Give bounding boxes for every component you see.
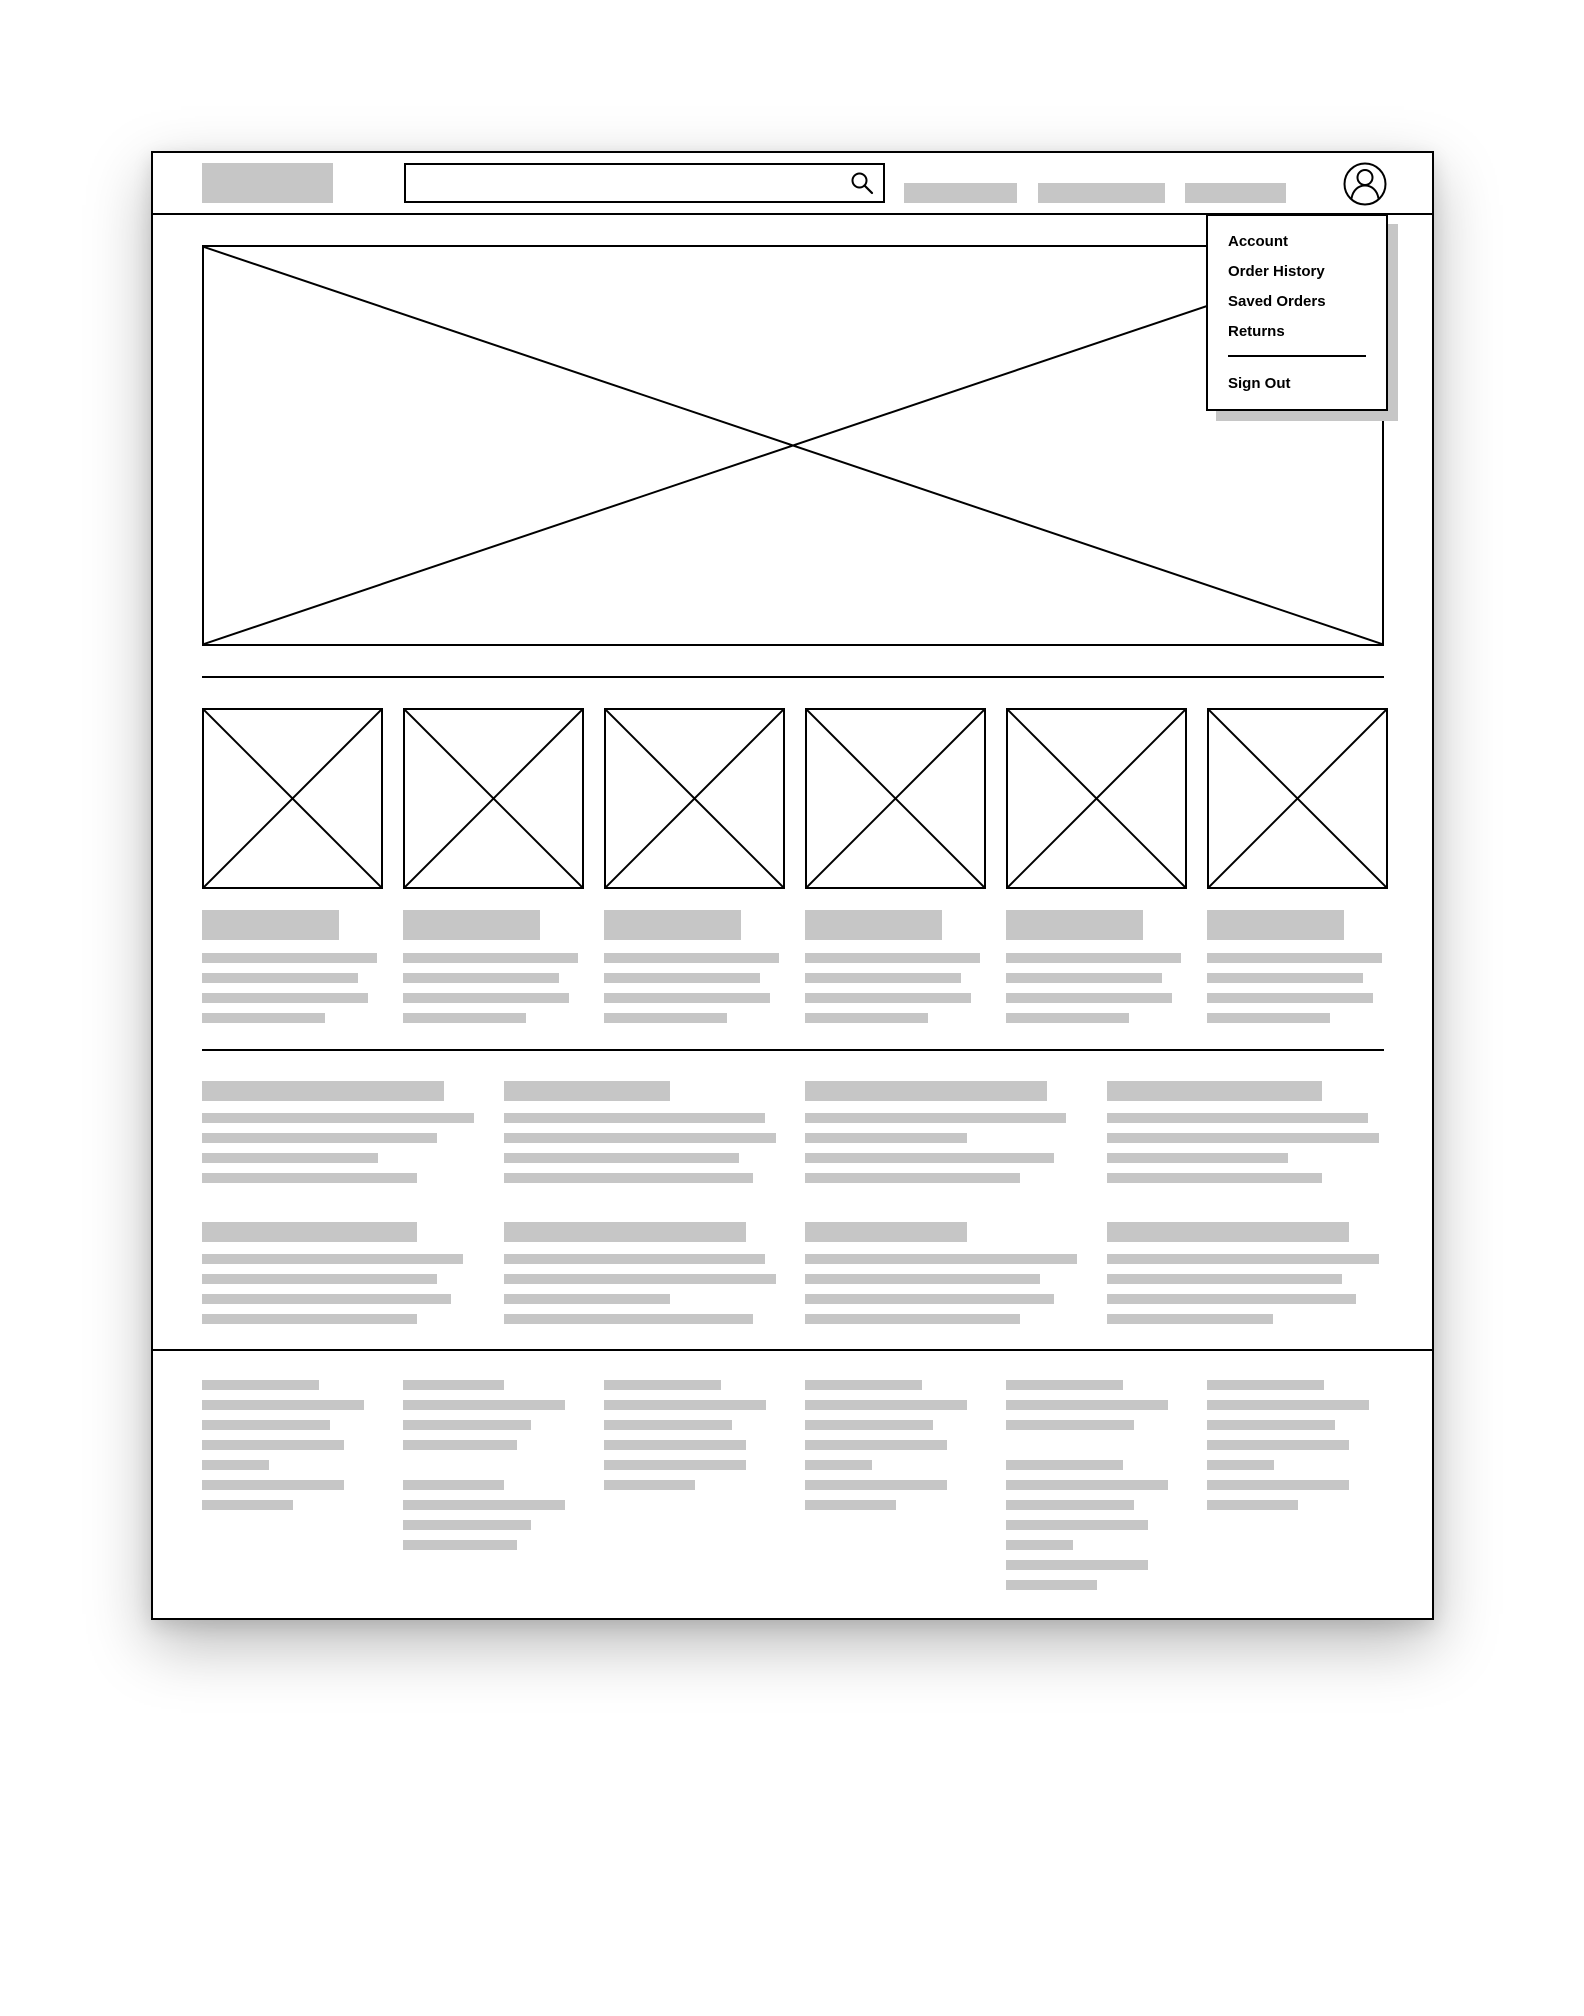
text-line-placeholder <box>1207 973 1363 983</box>
image-placeholder-icon <box>1008 710 1185 887</box>
footer-link-placeholder[interactable] <box>1207 1420 1335 1430</box>
footer-link-placeholder[interactable] <box>1006 1560 1148 1570</box>
product-image-placeholder[interactable] <box>202 708 383 889</box>
footer-link-placeholder[interactable] <box>604 1400 766 1410</box>
menu-item-order-history[interactable]: Order History <box>1228 263 1325 280</box>
text-line-placeholder <box>604 973 760 983</box>
text-line-placeholder <box>504 1254 765 1264</box>
footer-link-placeholder[interactable] <box>202 1500 293 1510</box>
product-title-placeholder[interactable] <box>604 910 741 940</box>
image-placeholder-icon <box>606 710 783 887</box>
text-line-placeholder <box>1006 993 1172 1003</box>
footer-link-placeholder[interactable] <box>403 1520 531 1530</box>
text-line-placeholder <box>403 993 569 1003</box>
content-heading-placeholder[interactable] <box>202 1081 444 1101</box>
footer-link-placeholder[interactable] <box>1006 1540 1073 1550</box>
footer-link-placeholder[interactable] <box>202 1460 269 1470</box>
footer-link-placeholder[interactable] <box>403 1480 504 1490</box>
content-heading-placeholder[interactable] <box>1107 1222 1349 1242</box>
section-divider <box>202 676 1384 678</box>
footer-link-placeholder[interactable] <box>1006 1400 1168 1410</box>
footer-link-placeholder[interactable] <box>805 1460 872 1470</box>
product-title-placeholder[interactable] <box>403 910 540 940</box>
footer-link-placeholder[interactable] <box>403 1400 565 1410</box>
menu-item-returns[interactable]: Returns <box>1228 323 1285 340</box>
search-input[interactable] <box>404 163 885 203</box>
footer-link-placeholder[interactable] <box>1006 1580 1097 1590</box>
text-line-placeholder <box>504 1133 776 1143</box>
footer-link-placeholder[interactable] <box>403 1500 565 1510</box>
footer-link-placeholder[interactable] <box>1006 1380 1123 1390</box>
text-line-placeholder <box>1107 1173 1322 1183</box>
product-title-placeholder[interactable] <box>805 910 942 940</box>
footer-link-placeholder[interactable] <box>1207 1480 1349 1490</box>
text-line-placeholder <box>805 1274 1040 1284</box>
footer-link-placeholder[interactable] <box>805 1400 967 1410</box>
text-line-placeholder <box>1207 953 1382 963</box>
product-image-placeholder[interactable] <box>1207 708 1388 889</box>
text-line-placeholder <box>604 1013 727 1023</box>
text-line-placeholder <box>805 1153 1054 1163</box>
footer-link-placeholder[interactable] <box>604 1420 732 1430</box>
footer-link-placeholder[interactable] <box>604 1440 746 1450</box>
footer-link-placeholder[interactable] <box>1006 1500 1134 1510</box>
footer-link-placeholder[interactable] <box>403 1540 517 1550</box>
text-line-placeholder <box>202 1153 378 1163</box>
text-line-placeholder <box>1207 1013 1330 1023</box>
user-avatar-icon[interactable] <box>1343 162 1387 206</box>
text-line-placeholder <box>202 1133 437 1143</box>
footer-link-placeholder[interactable] <box>805 1440 947 1450</box>
text-line-placeholder <box>805 993 971 1003</box>
search-icon[interactable] <box>850 171 874 195</box>
footer-link-placeholder[interactable] <box>403 1380 504 1390</box>
text-line-placeholder <box>604 993 770 1003</box>
text-line-placeholder <box>202 1254 463 1264</box>
content-heading-placeholder[interactable] <box>805 1081 1047 1101</box>
text-line-placeholder <box>604 953 779 963</box>
text-line-placeholder <box>202 1173 417 1183</box>
text-line-placeholder <box>1107 1274 1342 1284</box>
menu-divider <box>1228 355 1366 357</box>
nav-link-3[interactable] <box>1185 183 1286 203</box>
text-line-placeholder <box>1107 1254 1379 1264</box>
text-line-placeholder <box>1207 993 1373 1003</box>
footer-link-placeholder[interactable] <box>202 1400 364 1410</box>
text-line-placeholder <box>805 1013 928 1023</box>
content-heading-placeholder[interactable] <box>805 1222 967 1242</box>
section-divider <box>202 1049 1384 1051</box>
text-line-placeholder <box>805 1314 1020 1324</box>
footer-link-placeholder[interactable] <box>202 1480 344 1490</box>
product-title-placeholder[interactable] <box>202 910 339 940</box>
footer-link-placeholder[interactable] <box>1006 1520 1148 1530</box>
text-line-placeholder <box>504 1153 739 1163</box>
text-line-placeholder <box>202 1314 417 1324</box>
footer-link-placeholder[interactable] <box>1207 1380 1324 1390</box>
footer-link-placeholder[interactable] <box>1006 1420 1134 1430</box>
footer-link-placeholder[interactable] <box>1006 1480 1168 1490</box>
text-line-placeholder <box>504 1314 753 1324</box>
footer-link-placeholder[interactable] <box>1207 1440 1349 1450</box>
menu-item-sign-out[interactable]: Sign Out <box>1228 375 1291 392</box>
image-placeholder-icon <box>204 710 381 887</box>
footer-link-placeholder[interactable] <box>1207 1460 1274 1470</box>
menu-item-saved-orders[interactable]: Saved Orders <box>1228 293 1326 310</box>
text-line-placeholder <box>805 1133 967 1143</box>
text-line-placeholder <box>805 973 961 983</box>
text-line-placeholder <box>403 1013 526 1023</box>
nav-link-2[interactable] <box>1038 183 1165 203</box>
text-line-placeholder <box>202 1274 437 1284</box>
footer-link-placeholder[interactable] <box>202 1420 330 1430</box>
logo[interactable] <box>202 163 333 203</box>
text-line-placeholder <box>1107 1153 1288 1163</box>
browser-page <box>151 151 1434 1620</box>
footer-link-placeholder[interactable] <box>604 1480 695 1490</box>
product-image-placeholder[interactable] <box>805 708 986 889</box>
footer-link-placeholder[interactable] <box>805 1380 922 1390</box>
text-line-placeholder <box>805 1294 1054 1304</box>
text-line-placeholder <box>805 1254 1077 1264</box>
text-line-placeholder <box>1107 1133 1379 1143</box>
text-line-placeholder <box>1107 1314 1273 1324</box>
text-line-placeholder <box>805 1173 1020 1183</box>
text-line-placeholder <box>1006 1013 1129 1023</box>
footer-link-placeholder[interactable] <box>805 1480 947 1490</box>
content-heading-placeholder[interactable] <box>1107 1081 1322 1101</box>
text-line-placeholder <box>504 1274 776 1284</box>
product-title-placeholder[interactable] <box>1006 910 1143 940</box>
text-line-placeholder <box>202 1113 474 1123</box>
text-line-placeholder <box>202 1294 451 1304</box>
product-image-placeholder[interactable] <box>1006 708 1187 889</box>
footer-link-placeholder[interactable] <box>202 1440 344 1450</box>
footer-link-placeholder[interactable] <box>1207 1400 1369 1410</box>
footer-link-placeholder[interactable] <box>604 1460 746 1470</box>
text-line-placeholder <box>202 1013 325 1023</box>
text-line-placeholder <box>202 953 377 963</box>
image-placeholder-icon <box>405 710 582 887</box>
text-line-placeholder <box>504 1294 670 1304</box>
text-line-placeholder <box>403 953 578 963</box>
footer-link-placeholder[interactable] <box>403 1420 531 1430</box>
text-line-placeholder <box>1107 1294 1356 1304</box>
text-line-placeholder <box>805 953 980 963</box>
text-line-placeholder <box>504 1113 765 1123</box>
nav-link-1[interactable] <box>904 183 1017 203</box>
text-line-placeholder <box>805 1113 1066 1123</box>
footer-link-placeholder[interactable] <box>1006 1460 1123 1470</box>
menu-item-account[interactable]: Account <box>1228 233 1288 250</box>
text-line-placeholder <box>1107 1113 1368 1123</box>
text-line-placeholder <box>202 993 368 1003</box>
content-heading-placeholder[interactable] <box>504 1222 746 1242</box>
product-title-placeholder[interactable] <box>1207 910 1344 940</box>
footer-link-placeholder[interactable] <box>403 1440 517 1450</box>
footer-divider <box>153 1349 1432 1351</box>
text-line-placeholder <box>403 973 559 983</box>
text-line-placeholder <box>504 1173 753 1183</box>
text-line-placeholder <box>1006 953 1181 963</box>
text-line-placeholder <box>1006 973 1162 983</box>
footer-link-placeholder[interactable] <box>805 1500 896 1510</box>
footer-link-placeholder[interactable] <box>805 1420 933 1430</box>
footer-link-placeholder[interactable] <box>1207 1500 1298 1510</box>
product-image-placeholder[interactable] <box>403 708 584 889</box>
account-dropdown-menu <box>1206 214 1388 411</box>
image-placeholder-icon <box>1209 710 1386 887</box>
footer-link-placeholder[interactable] <box>604 1380 721 1390</box>
text-line-placeholder <box>202 973 358 983</box>
product-image-placeholder[interactable] <box>604 708 785 889</box>
content-heading-placeholder[interactable] <box>202 1222 417 1242</box>
content-heading-placeholder[interactable] <box>504 1081 670 1101</box>
footer-link-placeholder[interactable] <box>202 1380 319 1390</box>
image-placeholder-icon <box>807 710 984 887</box>
